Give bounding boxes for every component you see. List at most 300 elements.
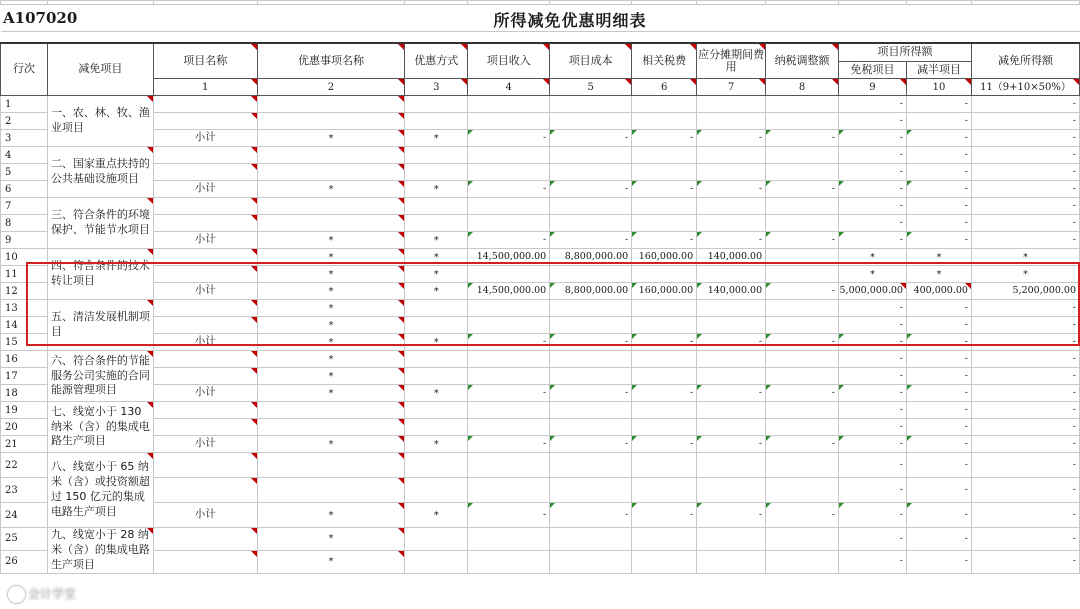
- adjust-cell: [766, 164, 839, 181]
- table-row: [1, 368, 1080, 385]
- cost-cell: -: [550, 181, 632, 198]
- table-row: [1, 453, 1080, 478]
- category-label: 九、线宽小于 28 纳米（含）的集成电路生产项目: [47, 528, 153, 574]
- pref-name-cell: *: [257, 249, 405, 266]
- cost-cell: -: [550, 130, 632, 147]
- half-cell: -: [906, 528, 971, 551]
- header-period-cost: 应分摊期间费用: [697, 43, 766, 79]
- reduced-cell: -: [971, 402, 1079, 419]
- adjust-cell: [766, 96, 839, 113]
- adjust-cell: [766, 249, 839, 266]
- reduced-cell: -: [971, 550, 1079, 573]
- reduced-cell: -: [971, 181, 1079, 198]
- income-cell: [468, 317, 550, 334]
- reduced-cell: -: [971, 215, 1079, 232]
- taxes-cell: 160,000.00: [632, 283, 697, 300]
- reduced-cell: -: [971, 436, 1079, 453]
- reduced-cell: -: [971, 385, 1079, 402]
- project-name-cell: [153, 317, 257, 334]
- period-cost-cell: [697, 147, 766, 164]
- adjust-cell: -: [766, 385, 839, 402]
- pref-method-cell: *: [405, 334, 468, 351]
- income-cell: [468, 164, 550, 181]
- project-name-cell: [153, 528, 257, 551]
- exempt-cell: -: [839, 232, 907, 249]
- period-cost-cell: 140,000.00: [697, 249, 766, 266]
- half-cell: -: [906, 419, 971, 436]
- adjust-cell: [766, 266, 839, 283]
- table-row: [1, 385, 1080, 402]
- exempt-cell: -: [839, 419, 907, 436]
- adjust-cell: -: [766, 130, 839, 147]
- taxes-cell: [632, 215, 697, 232]
- adjust-cell: [766, 198, 839, 215]
- reduced-cell: -: [971, 453, 1079, 478]
- period-cost-cell: [697, 266, 766, 283]
- adjust-cell: [766, 300, 839, 317]
- exempt-cell: -: [839, 130, 907, 147]
- period-cost-cell: [697, 528, 766, 551]
- half-cell: -: [906, 550, 971, 573]
- pref-method-cell: [405, 113, 468, 130]
- cost-cell: [550, 351, 632, 368]
- half-cell: -: [906, 368, 971, 385]
- adjust-cell: -: [766, 334, 839, 351]
- half-cell: -: [906, 385, 971, 402]
- reduced-cell: -: [971, 528, 1079, 551]
- adjust-cell: [766, 550, 839, 573]
- period-cost-cell: [697, 96, 766, 113]
- row-number: 2: [1, 113, 48, 130]
- income-cell: [468, 528, 550, 551]
- row-number: 13: [1, 300, 48, 317]
- income-cell: [468, 402, 550, 419]
- period-cost-cell: -: [697, 503, 766, 528]
- exempt-cell: -: [839, 147, 907, 164]
- taxes-cell: [632, 550, 697, 573]
- pref-method-cell: [405, 528, 468, 551]
- half-cell: -: [906, 113, 971, 130]
- category-label: 六、符合条件的节能服务公司实施的合同能源管理项目: [47, 351, 153, 402]
- income-cell: [468, 147, 550, 164]
- pref-name-cell: *: [257, 385, 405, 402]
- adjust-cell: [766, 528, 839, 551]
- taxes-cell: [632, 164, 697, 181]
- half-cell: -: [906, 436, 971, 453]
- cost-cell: -: [550, 385, 632, 402]
- taxes-cell: -: [632, 334, 697, 351]
- period-cost-cell: [697, 113, 766, 130]
- project-name-cell: [153, 419, 257, 436]
- row-number: 3: [1, 130, 48, 147]
- table-row: [1, 249, 1080, 266]
- header-category: 减免项目: [47, 43, 153, 96]
- cost-cell: 8,800,000.00: [550, 249, 632, 266]
- income-cell: [468, 215, 550, 232]
- half-cell: -: [906, 478, 971, 503]
- taxes-cell: [632, 96, 697, 113]
- header-income: 项目收入: [468, 43, 550, 79]
- header-cost: 项目成本: [550, 43, 632, 79]
- row-number: 22: [1, 453, 48, 478]
- project-name-cell: [153, 402, 257, 419]
- table-row: [1, 436, 1080, 453]
- income-cell: [468, 300, 550, 317]
- watermark: 会计学堂: [8, 585, 76, 603]
- row-number: 7: [1, 198, 48, 215]
- exempt-cell: -: [839, 300, 907, 317]
- pref-method-cell: [405, 198, 468, 215]
- pref-name-cell: *: [257, 368, 405, 385]
- pref-name-cell: *: [257, 232, 405, 249]
- cost-cell: [550, 317, 632, 334]
- taxes-cell: [632, 300, 697, 317]
- taxes-cell: [632, 478, 697, 503]
- adjust-cell: [766, 215, 839, 232]
- pref-name-cell: *: [257, 300, 405, 317]
- pref-method-cell: *: [405, 385, 468, 402]
- taxes-cell: [632, 419, 697, 436]
- period-cost-cell: [697, 300, 766, 317]
- income-cell: [468, 453, 550, 478]
- reduced-cell: -: [971, 334, 1079, 351]
- row-number: 21: [1, 436, 48, 453]
- income-cell: [468, 478, 550, 503]
- row-number: 1: [1, 96, 48, 113]
- project-name-cell: 小计: [153, 334, 257, 351]
- period-cost-cell: -: [697, 436, 766, 453]
- taxes-cell: -: [632, 385, 697, 402]
- exempt-cell: 5,000,000.00: [839, 283, 907, 300]
- half-cell: -: [906, 402, 971, 419]
- pref-name-cell: *: [257, 283, 405, 300]
- col-num-1: 1: [153, 79, 257, 96]
- half-cell: -: [906, 503, 971, 528]
- row-number: 9: [1, 232, 48, 249]
- pref-method-cell: [405, 215, 468, 232]
- table-row: [1, 402, 1080, 419]
- form-code: A107020: [3, 9, 78, 27]
- table-row: [1, 130, 1080, 147]
- period-cost-cell: [697, 478, 766, 503]
- project-name-cell: 小计: [153, 503, 257, 528]
- exempt-cell: -: [839, 215, 907, 232]
- half-cell: -: [906, 453, 971, 478]
- project-name-cell: [153, 198, 257, 215]
- period-cost-cell: -: [697, 334, 766, 351]
- pref-name-cell: *: [257, 351, 405, 368]
- row-number: 11: [1, 266, 48, 283]
- exempt-cell: -: [839, 368, 907, 385]
- adjust-cell: -: [766, 436, 839, 453]
- adjust-cell: -: [766, 283, 839, 300]
- pref-method-cell: [405, 550, 468, 573]
- exempt-cell: -: [839, 351, 907, 368]
- pref-name-cell: [257, 96, 405, 113]
- taxes-cell: [632, 528, 697, 551]
- reduced-cell: -: [971, 351, 1079, 368]
- pref-name-cell: [257, 147, 405, 164]
- header-row-no: 行次: [1, 43, 48, 96]
- project-name-cell: [153, 368, 257, 385]
- income-cell: [468, 266, 550, 283]
- reduced-cell: -: [971, 503, 1079, 528]
- row-number: 26: [1, 550, 48, 573]
- period-cost-cell: [697, 215, 766, 232]
- cost-cell: [550, 164, 632, 181]
- row-number: 20: [1, 419, 48, 436]
- exempt-cell: -: [839, 198, 907, 215]
- half-cell: -: [906, 164, 971, 181]
- col-num-9: 9: [839, 79, 907, 96]
- adjust-cell: [766, 113, 839, 130]
- row-number: 17: [1, 368, 48, 385]
- table-row: [1, 503, 1080, 528]
- header-income-amount: 项目所得额: [839, 43, 972, 61]
- category-label: 三、符合条件的环境保护、节能节水项目: [47, 198, 153, 249]
- row-number: 14: [1, 317, 48, 334]
- period-cost-cell: 140,000.00: [697, 283, 766, 300]
- project-name-cell: [153, 266, 257, 283]
- category-label: 一、农、林、牧、渔业项目: [47, 96, 153, 147]
- header-pref-method: 优惠方式: [405, 43, 468, 79]
- row-number: 8: [1, 215, 48, 232]
- project-name-cell: 小计: [153, 130, 257, 147]
- period-cost-cell: [697, 453, 766, 478]
- pref-method-cell: *: [405, 436, 468, 453]
- row-number: 10: [1, 249, 48, 266]
- pref-method-cell: [405, 300, 468, 317]
- exempt-cell: -: [839, 402, 907, 419]
- half-cell: -: [906, 334, 971, 351]
- cost-cell: [550, 266, 632, 283]
- income-cell: -: [468, 436, 550, 453]
- pref-method-cell: *: [405, 249, 468, 266]
- pref-name-cell: *: [257, 436, 405, 453]
- period-cost-cell: [697, 164, 766, 181]
- col-num-8: 8: [766, 79, 839, 96]
- pref-method-cell: *: [405, 283, 468, 300]
- row-number: 18: [1, 385, 48, 402]
- project-name-cell: 小计: [153, 283, 257, 300]
- taxes-cell: -: [632, 436, 697, 453]
- table-row: [1, 198, 1080, 215]
- row-number: 19: [1, 402, 48, 419]
- half-cell: -: [906, 317, 971, 334]
- header-exempt: 免税项目: [839, 61, 907, 79]
- pref-name-cell: *: [257, 334, 405, 351]
- row-number: 12: [1, 283, 48, 300]
- income-cell: [468, 198, 550, 215]
- adjust-cell: [766, 147, 839, 164]
- col-num-5: 5: [550, 79, 632, 96]
- table-row: [1, 266, 1080, 283]
- project-name-cell: [153, 164, 257, 181]
- reduced-cell: -: [971, 419, 1079, 436]
- period-cost-cell: [697, 550, 766, 573]
- exempt-cell: -: [839, 478, 907, 503]
- cost-cell: -: [550, 503, 632, 528]
- cost-cell: [550, 198, 632, 215]
- col-num-3: 3: [405, 79, 468, 96]
- project-name-cell: [153, 351, 257, 368]
- adjust-cell: [766, 402, 839, 419]
- taxes-cell: -: [632, 503, 697, 528]
- taxes-cell: 160,000.00: [632, 249, 697, 266]
- col-num-2: 2: [257, 79, 405, 96]
- header-reduced: 减免所得额: [971, 43, 1079, 79]
- cost-cell: [550, 300, 632, 317]
- adjust-cell: -: [766, 181, 839, 198]
- category-label: 四、符合条件的技术转让项目: [47, 249, 153, 300]
- pref-name-cell: [257, 402, 405, 419]
- header-adjust: 纳税调整额: [766, 43, 839, 79]
- income-cell: 14,500,000.00: [468, 283, 550, 300]
- income-cell: -: [468, 385, 550, 402]
- cost-cell: [550, 478, 632, 503]
- table-row: [1, 550, 1080, 573]
- table-row: [1, 181, 1080, 198]
- category-label: 五、清洁发展机制项目: [47, 300, 153, 351]
- col-num-4: 4: [468, 79, 550, 96]
- adjust-cell: [766, 478, 839, 503]
- cost-cell: 8,800,000.00: [550, 283, 632, 300]
- reduced-cell: *: [971, 266, 1079, 283]
- reduced-cell: -: [971, 147, 1079, 164]
- cost-cell: [550, 528, 632, 551]
- watermark-logo-icon: [8, 586, 25, 603]
- pref-name-cell: [257, 419, 405, 436]
- reduced-cell: -: [971, 478, 1079, 503]
- reduced-cell: -: [971, 130, 1079, 147]
- col-num-11: 11（9+10×50%）: [971, 79, 1079, 96]
- exempt-cell: -: [839, 503, 907, 528]
- row-number: 15: [1, 334, 48, 351]
- row-number: 6: [1, 181, 48, 198]
- cost-cell: -: [550, 436, 632, 453]
- col-num-10: 10: [906, 79, 971, 96]
- income-cell: [468, 96, 550, 113]
- adjust-cell: [766, 419, 839, 436]
- pref-method-cell: [405, 147, 468, 164]
- table-row: [1, 334, 1080, 351]
- pref-method-cell: [405, 453, 468, 478]
- period-cost-cell: -: [697, 181, 766, 198]
- half-cell: -: [906, 130, 971, 147]
- adjust-cell: [766, 453, 839, 478]
- pref-name-cell: [257, 164, 405, 181]
- table-row: [1, 147, 1080, 164]
- col-num-6: 6: [632, 79, 697, 96]
- pref-name-cell: *: [257, 528, 405, 551]
- cost-cell: [550, 113, 632, 130]
- project-name-cell: [153, 300, 257, 317]
- cost-cell: -: [550, 232, 632, 249]
- half-cell: -: [906, 232, 971, 249]
- adjust-cell: -: [766, 503, 839, 528]
- exempt-cell: -: [839, 96, 907, 113]
- exempt-cell: -: [839, 181, 907, 198]
- half-cell: -: [906, 215, 971, 232]
- reduced-cell: 5,200,000.00: [971, 283, 1079, 300]
- category-label: 八、线宽小于 65 纳米（含）或投资额超过 150 亿元的集成电路生产项目: [47, 453, 153, 528]
- pref-method-cell: [405, 96, 468, 113]
- row-number: 16: [1, 351, 48, 368]
- half-cell: -: [906, 198, 971, 215]
- pref-method-cell: [405, 419, 468, 436]
- project-name-cell: 小计: [153, 181, 257, 198]
- period-cost-cell: -: [697, 232, 766, 249]
- pref-name-cell: *: [257, 503, 405, 528]
- exempt-cell: -: [839, 385, 907, 402]
- taxes-cell: -: [632, 130, 697, 147]
- pref-name-cell: [257, 198, 405, 215]
- cost-cell: [550, 402, 632, 419]
- cost-cell: [550, 215, 632, 232]
- period-cost-cell: -: [697, 385, 766, 402]
- col-num-7: 7: [697, 79, 766, 96]
- pref-method-cell: *: [405, 503, 468, 528]
- taxes-cell: [632, 147, 697, 164]
- exempt-cell: *: [839, 249, 907, 266]
- pref-name-cell: [257, 478, 405, 503]
- table-row: [1, 528, 1080, 551]
- pref-method-cell: [405, 351, 468, 368]
- table-row: [1, 300, 1080, 317]
- income-cell: -: [468, 130, 550, 147]
- pref-name-cell: *: [257, 266, 405, 283]
- period-cost-cell: [697, 419, 766, 436]
- taxes-cell: [632, 113, 697, 130]
- header-project-name: 项目名称: [153, 43, 257, 79]
- table-row: [1, 164, 1080, 181]
- row-number: 23: [1, 478, 48, 503]
- table-row: [1, 96, 1080, 113]
- period-cost-cell: [697, 351, 766, 368]
- category-label: 二、国家重点扶持的公共基础设施项目: [47, 147, 153, 198]
- cost-cell: [550, 550, 632, 573]
- pref-name-cell: [257, 113, 405, 130]
- row-number: 4: [1, 147, 48, 164]
- project-name-cell: [153, 453, 257, 478]
- header-pref-name: 优惠事项名称: [257, 43, 405, 79]
- half-cell: -: [906, 181, 971, 198]
- cost-cell: [550, 368, 632, 385]
- half-cell: *: [906, 249, 971, 266]
- period-cost-cell: -: [697, 130, 766, 147]
- reduced-cell: -: [971, 96, 1079, 113]
- taxes-cell: [632, 198, 697, 215]
- exempt-cell: -: [839, 113, 907, 130]
- row-number: 5: [1, 164, 48, 181]
- reduced-cell: -: [971, 317, 1079, 334]
- pref-method-cell: *: [405, 130, 468, 147]
- reduced-cell: -: [971, 368, 1079, 385]
- taxes-cell: -: [632, 232, 697, 249]
- pref-method-cell: [405, 402, 468, 419]
- taxes-cell: [632, 351, 697, 368]
- half-cell: *: [906, 266, 971, 283]
- pref-method-cell: [405, 164, 468, 181]
- pref-method-cell: [405, 368, 468, 385]
- table-row: [1, 113, 1080, 130]
- reduced-cell: -: [971, 164, 1079, 181]
- project-name-cell: 小计: [153, 232, 257, 249]
- exempt-cell: -: [839, 528, 907, 551]
- pref-name-cell: *: [257, 130, 405, 147]
- pref-name-cell: [257, 453, 405, 478]
- taxes-cell: [632, 453, 697, 478]
